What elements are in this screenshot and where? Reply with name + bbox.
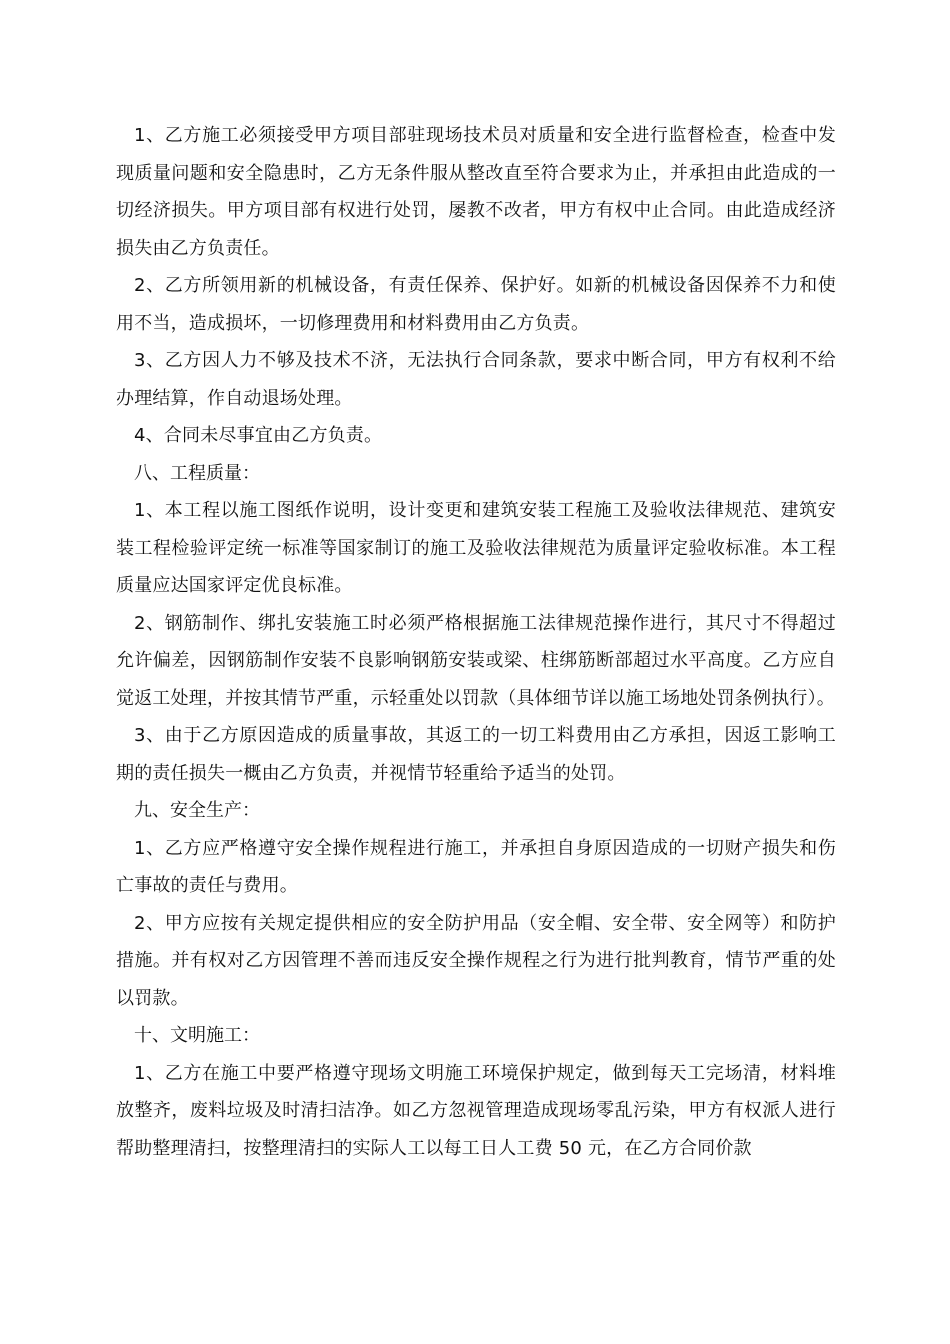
clause-paragraph: 3、由于乙方原因造成的质量事故，其返工的一切工料费用由乙方承担，因返工影响工期的责任损失一概由乙方负责，并视情节轻重给予适当的处罚。 (116, 725, 836, 784)
clause-paragraph: 1、本工程以施工图纸作说明，设计变更和建筑安装工程施工及验收法律规范、建筑安装工程检验评定统一标准等国家制订的施工及验收法律规范为质量评定验收标准。本工程质量应达国家评定优良标准。 (116, 500, 836, 596)
document-page (116, 117, 836, 1167)
clause-paragraph: 2、钢筋制作、绑扎安装施工时必须严格根据施工法律规范操作进行，其尺寸不得超过允许偏差，因钢筋制作安装不良影响钢筋安装或梁、柱绑筋断部超过水平高度。乙方应自觉返工处理，并按其情节严重，示轻重处以罚款（具体细节详以施工场地处罚条例执行）。 (116, 612, 836, 709)
clause-paragraph: 1、乙方应严格遵守安全操作规程进行施工，并承担自身原因造成的一切财产损失和伤亡事故的责任与费用。 (116, 837, 836, 896)
section-heading-civilized-construction: 十、文明施工： (134, 1025, 260, 1046)
clause-paragraph: 1、乙方在施工中要严格遵守现场文明施工环境保护规定，做到每天工完场清，材料堆放整齐，废料垃圾及时清扫洁净。如乙方忽视管理造成现场零乱污染，甲方有权派人进行帮助整理清扫，按整理清扫的实际人工以每工日人工费 50 元，在乙方合同价款 (116, 1062, 836, 1159)
section-heading-quality: 八、工程质量： (134, 462, 260, 484)
clause-paragraph: 1、乙方施工必须接受甲方项目部驻现场技术员对质量和安全进行监督检查，检查中发现质量问题和安全隐患时，乙方无条件服从整改直至符合要求为止，并承担由此造成的一切经济损失。甲方项目部有权进行处罚，屡教不改者，甲方有权中止合同。由此造成经济损失由乙方负责任。 (116, 125, 836, 259)
clause-paragraph: 2、乙方所领用新的机械设备，有责任保养、保护好。如新的机械设备因保养不力和使用不当，造成损坏，一切修理费用和材料费用由乙方负责。 (116, 275, 836, 334)
section-heading-safety: 九、安全生产： (134, 800, 260, 821)
clause-paragraph: 2、甲方应按有关规定提供相应的安全防护用品（安全帽、安全带、安全网等）和防护措施。并有权对乙方因管理不善而违反安全操作规程之行为进行批判教育，情节严重的处以罚款。 (116, 912, 836, 1009)
clause-paragraph: 3、乙方因人力不够及技术不济，无法执行合同条款，要求中断合同，甲方有权利不给办理结算，作自动退场处理。 (116, 350, 836, 409)
clause-paragraph: 4、合同未尽事宜由乙方负责。 (134, 425, 383, 446)
